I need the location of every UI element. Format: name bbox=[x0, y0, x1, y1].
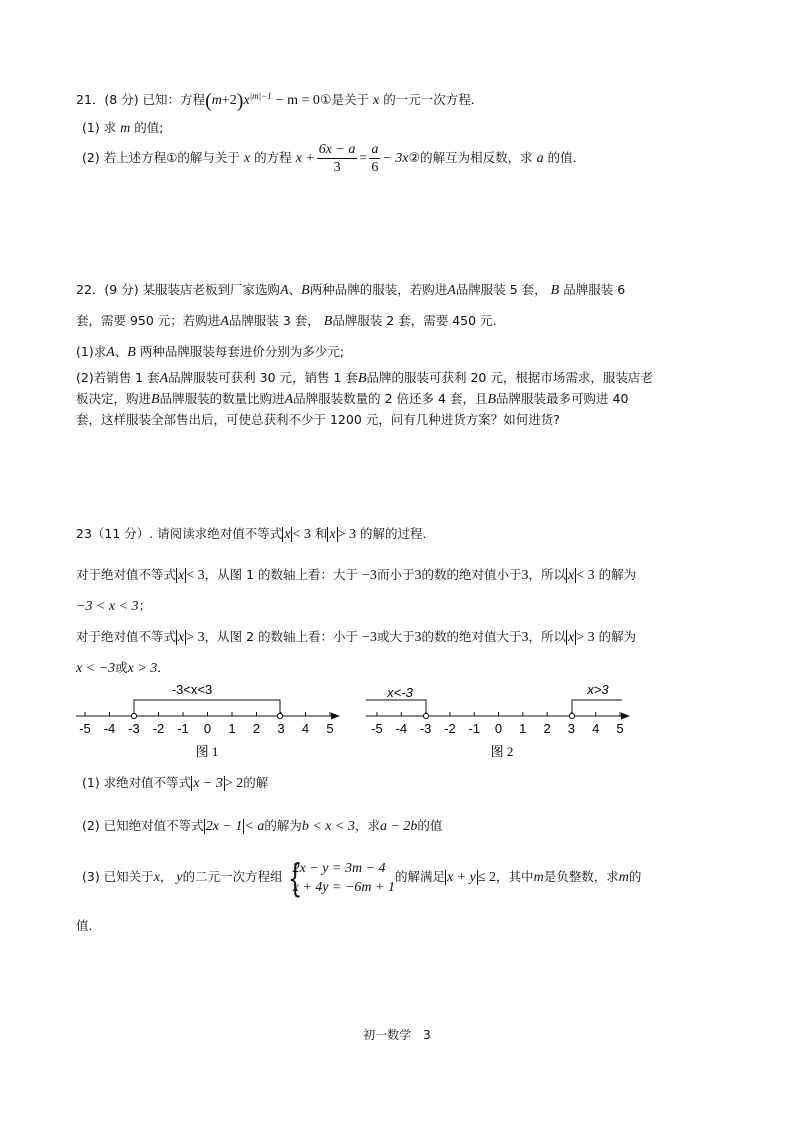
q23-sub1: (1) 求绝对值不等式 x − 3 > 2的解 bbox=[82, 775, 269, 791]
q23-sub2: (2) 已知绝对值不等式 2x − 1 < a的解为b < x < 3，求a − 2b的值 bbox=[82, 818, 443, 834]
fig1-tick-label: -3 bbox=[128, 721, 140, 736]
fig2-tick-label: 3 bbox=[567, 721, 576, 736]
fig2-tick-label: -3 bbox=[419, 721, 432, 736]
fig2-tick-label: 5 bbox=[616, 721, 624, 736]
fraction-a-over-6: $\frac{a}{6}$ bbox=[371, 142, 379, 175]
fig1-tick-label: 0 bbox=[203, 721, 212, 736]
q21-part2: (2) 若上述方程①的解与关于 x 的方程 x + $\frac{6x - a}{3}$ = $\frac{a}{6}$ − 3x②的解互为相反数，求 a 的值． bbox=[82, 142, 586, 175]
number-line-figure-2 bbox=[360, 676, 640, 762]
fig1-tick-label: 2 bbox=[252, 721, 261, 736]
fig2-open-point-3 bbox=[569, 713, 574, 718]
q23-reading1-solution: −3 < x < 3； bbox=[76, 598, 152, 614]
fig1-open-point-3 bbox=[277, 713, 282, 718]
q23-reading2: 对于绝对值不等式 x > 3，从图 2 的数轴上看：小于 −3或大于3的数的绝对值大于3，所以 x > 3 的解为 bbox=[76, 629, 637, 645]
q22-part2-line2: 板决定，购进B品牌服装的数量比购进A品牌服装数量的 2 倍还多 4 套，且B品牌服装最多可购进 40 bbox=[76, 391, 629, 407]
fig1-tick-label: -4 bbox=[103, 721, 116, 736]
fig1-interval-label: -3<x<3 bbox=[171, 682, 213, 697]
q23-reading1: 对于绝对值不等式 x < 3，从图 1 的数轴上看：大于 −3而小于3的数的绝对值小于3，所以 x < 3 的解为 bbox=[76, 567, 637, 583]
q22-part2-line1: (2)若销售 1 套A品牌服装可获利 30 元，销售 1 套B品牌的服装可获利 20 元，根据市场需求，服装店老 bbox=[76, 370, 653, 386]
q21-line1: 21．(8 分) 已知：方程$(m+2)x^{|m|-1} - m$ = 0①是关于 x 的一元一次方程． bbox=[76, 90, 484, 113]
fig2-left-label: x<-3 bbox=[387, 685, 413, 700]
fig2-tick-label: 0 bbox=[494, 721, 503, 736]
fig1-caption: 图 1 bbox=[195, 744, 219, 759]
fig1-tick-label: 3 bbox=[277, 721, 285, 736]
fig1-tick-label: -1 bbox=[177, 721, 189, 736]
fig2-tick-label: 2 bbox=[543, 721, 551, 736]
q22-line1: 22．(9 分) 某服装店老板到厂家选购A、B两种品牌的服装，若购进A品牌服装 5 套， B 品牌服装 6 bbox=[76, 282, 626, 298]
q22-part1: (1)求A、B 两种品牌服装每套进价分别为多少元; bbox=[76, 344, 345, 360]
q21-part1: (1) 求 m 的值; bbox=[82, 120, 164, 136]
q23-head: 23（11 分）. 请阅读求绝对值不等式 x < 3 和 x > 3 的解的过程． bbox=[76, 526, 435, 542]
page-footer: 初一数学 3 bbox=[363, 1028, 431, 1042]
fig1-tick-label: 5 bbox=[326, 721, 334, 736]
fig2-tick-label: -4 bbox=[395, 721, 408, 736]
fig2-tick-label: 1 bbox=[519, 721, 527, 736]
fig1-arrow bbox=[331, 713, 340, 720]
q23-sub3: (3) 已知关于x， y的二元一次方程组 { 2x − y = 3m − 4 x + 4y = −6m + 1 的解满足 x + y ≤ 2，其中m是负整数，求m的 bbox=[82, 855, 642, 900]
fig1-tick-label: 4 bbox=[301, 721, 310, 736]
q23-reading2-solution: x < −3或x > 3． bbox=[76, 660, 170, 676]
fig1-open-point-neg3 bbox=[131, 713, 136, 718]
fig2-open-point-neg3 bbox=[423, 713, 428, 718]
fig2-right-label: x>3 bbox=[587, 682, 609, 697]
fig2-tick-label: -1 bbox=[468, 721, 480, 736]
fig1-tick-label: -2 bbox=[152, 721, 165, 736]
q22-line2: 套，需要 950 元；若购进A品牌服装 3 套， B品牌服装 2 套，需要 450 元． bbox=[76, 313, 506, 329]
fig2-tick-label: -5 bbox=[371, 721, 383, 736]
number-line-figure-1 bbox=[70, 676, 350, 762]
fig2-right-bracket bbox=[572, 700, 622, 716]
fig1-tick-label: -5 bbox=[79, 721, 91, 736]
fig2-tick-label: -2 bbox=[444, 721, 456, 736]
fig1-tick-label: 1 bbox=[228, 721, 236, 736]
fig2-arrow bbox=[621, 713, 630, 720]
q23-sub3-line2: 值． bbox=[76, 918, 102, 933]
fig2-caption: 图 2 bbox=[490, 744, 514, 759]
q22-part2-line3: 套，这样服装全部售出后，可使总获利不少于 1200 元，问有几种进货方案？如何进货? bbox=[76, 412, 560, 427]
fig2-tick-label: 4 bbox=[592, 721, 600, 736]
fraction-6x-a-over-3: $\frac{6x - a}{3}$ bbox=[318, 142, 356, 175]
fig2-left-bracket bbox=[366, 700, 426, 716]
equation-system: { 2x − y = 3m − 4 x + 4y = −6m + 1 bbox=[287, 855, 395, 900]
